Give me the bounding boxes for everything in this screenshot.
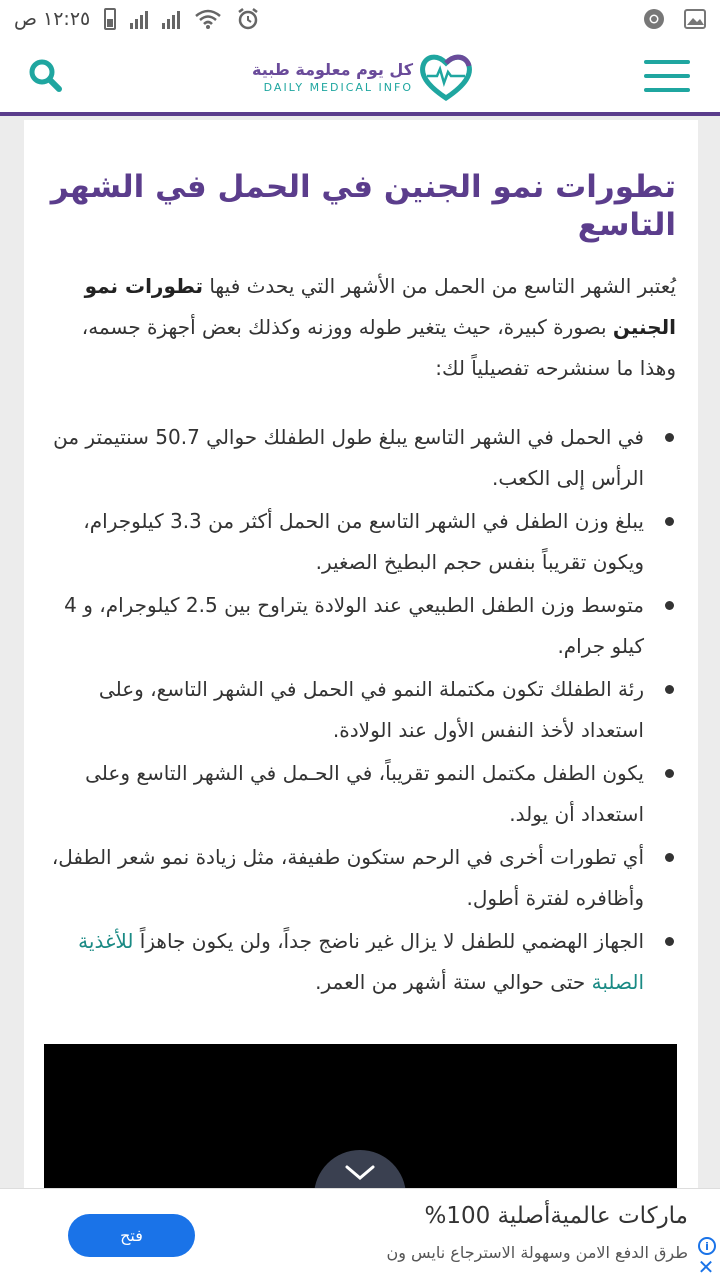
signal-icon-2 — [162, 9, 180, 29]
alarm-icon — [236, 7, 260, 31]
chevron-down-icon — [343, 1163, 377, 1183]
signal-icon — [130, 9, 148, 29]
menu-line-3 — [644, 88, 690, 92]
list-item: يبلغ وزن الطفل في الشهر التاسع من الحمل أكثر من 3.3 كيلوجرام، ويكون تقريباً بنفس حجم البطيخ الصغير. — [44, 501, 644, 583]
bullet-text-start: الجهاز الهضمي للطفل لا يزال غير ناضج جداً، ولن يكون جاهزاً — [133, 929, 644, 953]
list-item: في الحمل في الشهر التاسع يبلغ طول الطفلك حوالي 50.7 سنتيمتر من الرأس إلى الكعب. — [44, 417, 644, 499]
article-intro — [44, 266, 676, 389]
wifi-icon — [194, 8, 222, 30]
intro-text-start: يُعتبر الشهر التاسع من الحمل من الأشهر التي يحدث فيها — [202, 274, 676, 298]
ad-title: ماركات عالميةأصلية 100% — [424, 1203, 688, 1229]
logo-english: DAILY MEDICAL INFO — [263, 81, 414, 94]
ad-info-icon[interactable]: i — [698, 1237, 716, 1255]
ad-banner[interactable] — [0, 1188, 720, 1280]
article-content — [24, 120, 698, 1190]
site-logo[interactable] — [252, 50, 473, 104]
article-bullet-list — [44, 417, 676, 1003]
search-icon — [26, 56, 66, 96]
list-item: رئة الطفلك تكون مكتملة النمو في الحمل في الشهر التاسع، وعلى استعداد لأخذ النفس الأول عند الولادة. — [44, 669, 644, 751]
search-button[interactable] — [26, 56, 66, 96]
ad-open-button[interactable]: فتح — [68, 1214, 195, 1257]
site-header — [0, 38, 720, 116]
status-right — [642, 7, 706, 31]
menu-line-2 — [644, 74, 690, 78]
image-icon — [684, 9, 706, 29]
solid-foods-link[interactable]: للأغذية الصلبة — [78, 929, 644, 994]
menu-line-1 — [644, 60, 690, 64]
chrome-icon — [642, 7, 666, 31]
logo-arabic: كل يوم معلومة طبية — [252, 60, 414, 79]
list-item: يكون الطفل مكتمل النمو تقريباً، في الحـمل في الشهر التاسع وعلى استعداد أن يولد. — [44, 753, 644, 835]
status-left — [14, 7, 260, 31]
bullet-text-end: حتى حوالي ستة أشهر من العمر. — [315, 970, 592, 994]
list-item: أي تطورات أخرى في الرحم ستكون طفيفة، مثل زيادة نمو شعر الطفل، وأظافره لفترة أطول. — [44, 837, 644, 919]
intro-bold-keyword: تطورات نمو الجنين — [84, 274, 676, 339]
list-item: متوسط وزن الطفل الطبيعي عند الولادة يتراوح بين 2.5 كيلوجرام، و 4 كيلو جرام. — [44, 585, 644, 667]
intro-text-end: بصورة كبيرة، حيث يتغير طوله ووزنه وكذلك بعض أجهزة جسمه، وهذا ما سنشرحه تفصيلياً لك: — [81, 315, 676, 380]
heart-pulse-icon — [419, 52, 473, 102]
menu-button[interactable] — [644, 60, 690, 92]
logo-text — [252, 60, 413, 94]
article-title: تطورات نمو الجنين في الحمل في الشهر التاسع — [50, 169, 676, 243]
ad-subtitle: طرق الدفع الامن وسهولة الاسترجاع نايس ون — [386, 1243, 688, 1262]
ad-close-icon[interactable]: ✕ — [697, 1255, 715, 1279]
status-time: ١٢:٢٥ ص — [14, 8, 91, 30]
list-item — [44, 921, 644, 1003]
battery-icon — [104, 8, 116, 30]
status-bar — [0, 0, 720, 38]
